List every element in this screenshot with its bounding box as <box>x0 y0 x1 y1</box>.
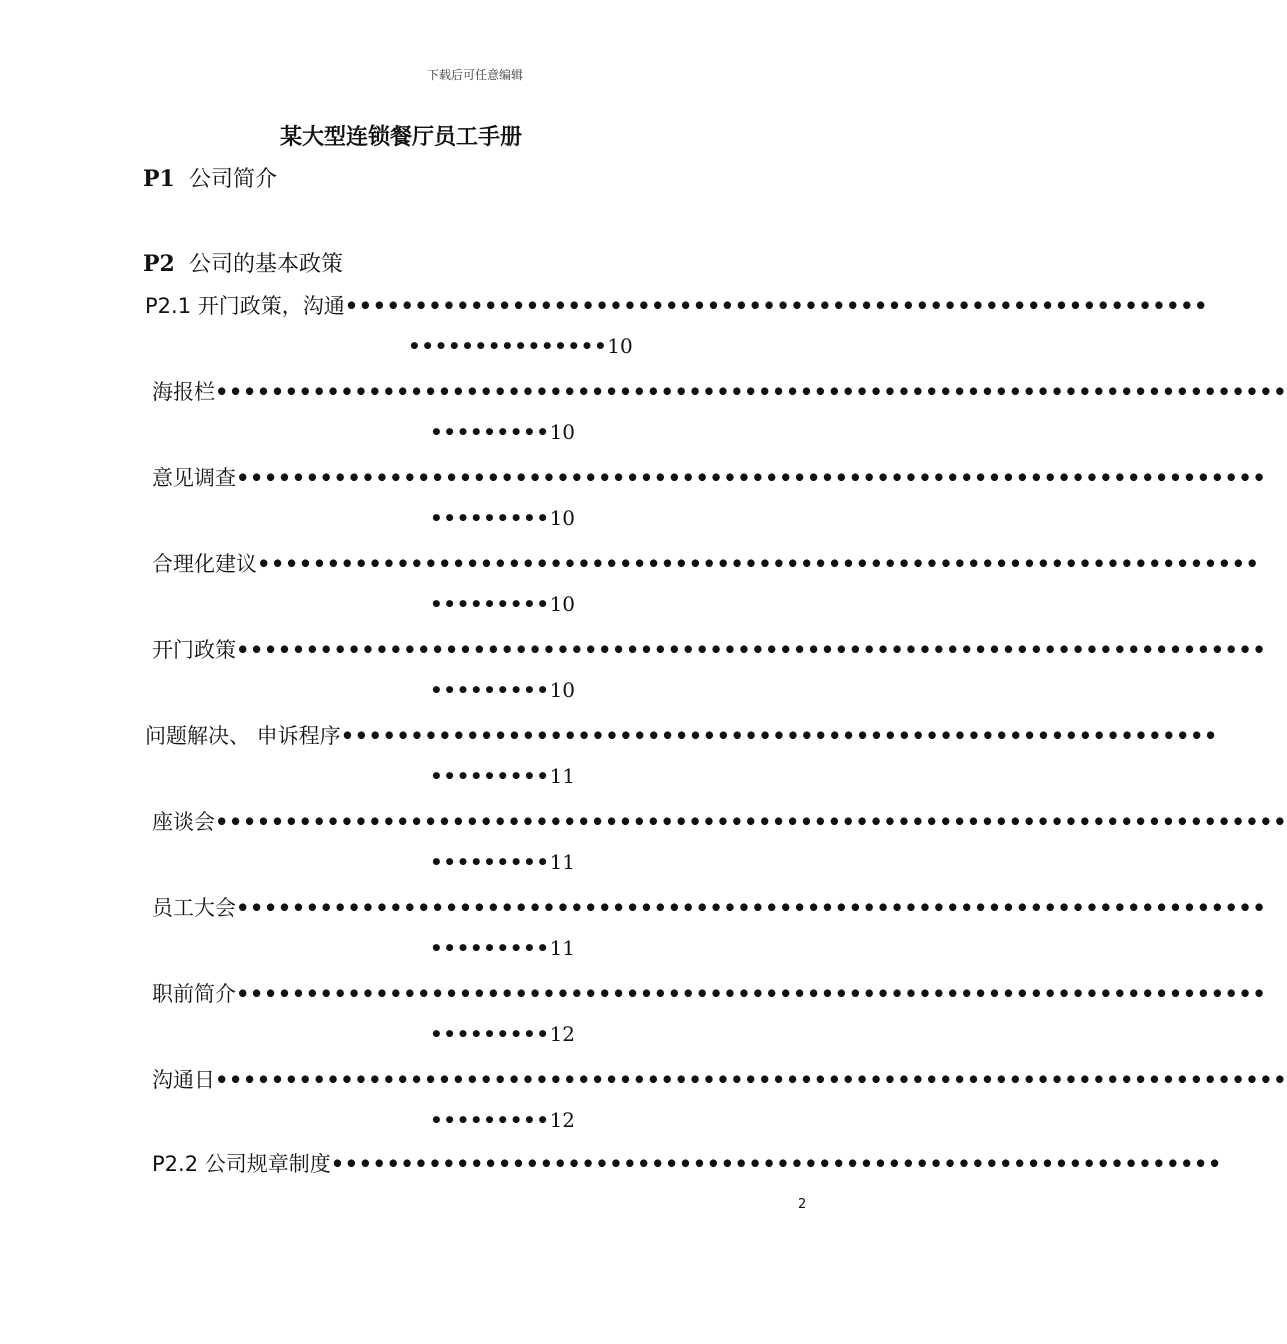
toc-entry <box>152 806 1287 836</box>
toc-page-ref <box>430 592 575 616</box>
toc-page-ref <box>430 1022 575 1046</box>
toc-entry <box>152 376 1287 406</box>
toc-page-number: 10 <box>549 420 576 444</box>
toc-page-ref <box>430 764 575 788</box>
toc-leader-dots: ••••••••• <box>430 506 550 530</box>
toc-page-number: 11 <box>549 936 576 960</box>
toc-leader-dots: ••••••••••••••••••••••••••••••••••••••••••••••••••••••••••••••••••••••••••••• <box>215 809 1287 834</box>
toc-page-number: 10 <box>549 678 576 702</box>
toc-leader-dots: ••••••••• <box>430 1022 550 1046</box>
toc-leader-dots: ••••••••••••••• <box>408 334 608 358</box>
toc-label: 海报栏 <box>152 380 215 404</box>
toc-label: 合理化建议 <box>152 552 257 576</box>
toc-label: P2.2 公司规章制度 <box>152 1152 331 1176</box>
toc-page-number: 11 <box>549 850 576 874</box>
toc-leader-dots: ••••••••••••••••••••••••••••••••••••••••••••••••••••••••••••••••••••••••••••• <box>215 1067 1287 1092</box>
section-number: P2 <box>143 251 175 277</box>
toc-entry <box>152 548 1260 578</box>
toc-label: 开门政策 <box>152 638 236 662</box>
toc-leader-dots: ••••••••• <box>430 1108 550 1132</box>
toc-leader-dots: •••••••••••••••••••••••••••••••••••••••••••••••••••••••••••••••••••••••••• <box>236 981 1267 1006</box>
toc-entry <box>145 290 1208 320</box>
section-number: P1 <box>143 166 175 192</box>
toc-page-number: 10 <box>549 592 576 616</box>
toc-leader-dots: ••••••••• <box>430 678 550 702</box>
toc-leader-dots: •••••••••••••••••••••••••••••••••••••••••••••••••••••••••••••••••••••••••• <box>236 637 1267 662</box>
toc-page-ref <box>430 850 575 874</box>
toc-leader-dots: ••••••••• <box>430 850 550 874</box>
toc-label: 意见调查 <box>152 466 236 490</box>
toc-page-ref <box>430 1108 575 1132</box>
toc-page-number: 11 <box>549 764 576 788</box>
toc-label: 职前简介 <box>152 982 236 1006</box>
toc-leader-dots: ••••••••••••••••••••••••••••••••••••••••••••••••••••••••••••••• <box>340 723 1218 748</box>
section-heading-p1 <box>143 162 277 193</box>
toc-entry <box>145 720 1218 750</box>
toc-leader-dots: •••••••••••••••••••••••••••••••••••••••••••••••••••••••••••••••••••••••• <box>257 551 1260 576</box>
toc-page-number: 10 <box>549 506 576 530</box>
toc-leader-dots: ••••••••• <box>430 592 550 616</box>
toc-page-ref <box>430 936 575 960</box>
toc-entry <box>152 634 1267 664</box>
toc-label: 员工大会 <box>152 896 236 920</box>
toc-leader-dots: •••••••••••••••••••••••••••••••••••••••••••••••••••••••••••••• <box>344 293 1208 318</box>
page-header: 下载后可任意编辑 <box>426 68 523 82</box>
toc-entry <box>152 978 1267 1008</box>
toc-leader-dots: •••••••••••••••••••••••••••••••••••••••••••••••••••••••••••••••• <box>330 1151 1222 1176</box>
toc-label: P2.1 开门政策，沟通 <box>145 294 345 318</box>
toc-leader-dots: ••••••••• <box>430 936 550 960</box>
section-title: 公司的基本政策 <box>189 252 344 277</box>
section-heading-p2 <box>143 247 343 278</box>
toc-page-number: 10 <box>607 334 633 358</box>
toc-leader-dots: ••••••••••••••••••••••••••••••••••••••••••••••••••••••••••••••••••••••••••••• <box>215 379 1287 404</box>
toc-label: 沟通日 <box>152 1068 215 1092</box>
toc-page-number: 12 <box>549 1022 576 1046</box>
toc-entry <box>152 462 1267 492</box>
document-title: 某大型连锁餐厅员工手册 <box>280 125 523 150</box>
section-title: 公司简介 <box>189 167 278 192</box>
toc-page-ref <box>408 334 633 358</box>
toc-leader-dots: ••••••••• <box>430 764 550 788</box>
toc-entry <box>152 1064 1287 1094</box>
toc-leader-dots: •••••••••••••••••••••••••••••••••••••••••••••••••••••••••••••••••••••••••• <box>236 895 1267 920</box>
toc-page-ref <box>430 678 575 702</box>
toc-page-number: 12 <box>549 1108 576 1132</box>
toc-label: 座谈会 <box>152 810 215 834</box>
page-number: 2 <box>798 1197 807 1212</box>
toc-leader-dots: ••••••••• <box>430 420 550 444</box>
toc-label: 问题解决、 申诉程序 <box>145 724 341 748</box>
toc-leader-dots: •••••••••••••••••••••••••••••••••••••••••••••••••••••••••••••••••••••••••• <box>236 465 1267 490</box>
toc-entry <box>152 892 1267 922</box>
toc-page-ref <box>430 506 575 530</box>
toc-page-ref <box>430 420 575 444</box>
toc-entry <box>152 1148 1222 1178</box>
